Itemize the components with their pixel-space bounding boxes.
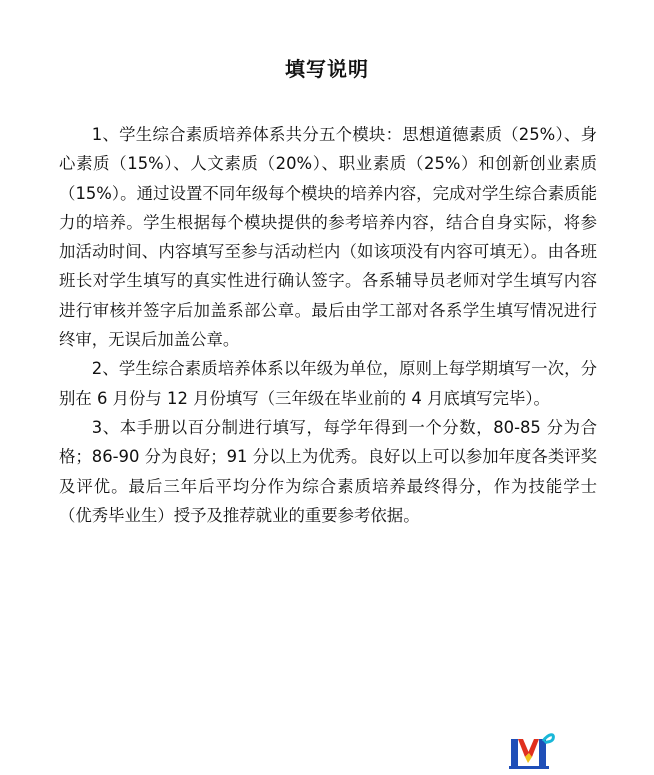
instructions-body xyxy=(59,120,597,530)
paragraph-1: 1、学生综合素质培养体系共分五个模块：思想道德素质（25%）、身心素质（15%）、人文素质（20%）、职业素质（25%）和创新创业素质（15%）。通过设置不同年级每个模块的培养内容，完成对学生综合素质能力的培养。学生根据每个模块提供的参考培养内容，结合自身实际，将参加活动时间、内容填写至参与活动栏内（如该项没有内容可填无）。由各班班长对学生填写的真实性进行确认签字。各系辅导员老师对学生填写内容进行审核并签字后加盖系部公章。最后由学工部对各系学生填写情况进行终审，无误后加盖公章。 xyxy=(59,125,597,350)
paragraph-2: 2、学生综合素质培养体系以年级为单位，原则上每学期填写一次，分别在 6 月份与 12 月份填写（三年级在毕业前的 4 月底填写完毕）。 xyxy=(59,359,597,408)
page-title: 填写说明 xyxy=(285,57,369,81)
school-logo-icon xyxy=(509,731,555,769)
paragraph-3: 3、本手册以百分制进行填写，每学年得到一个分数，80-85 分为合格；86-90 分为良好；91 分以上为优秀。良好以上可以参加年度各类评奖及评优。最后三年后平均分作为综合素质培养最终得分，作为技能学士（优秀毕业生）授予及推荐就业的重要参考依据。 xyxy=(59,417,597,525)
